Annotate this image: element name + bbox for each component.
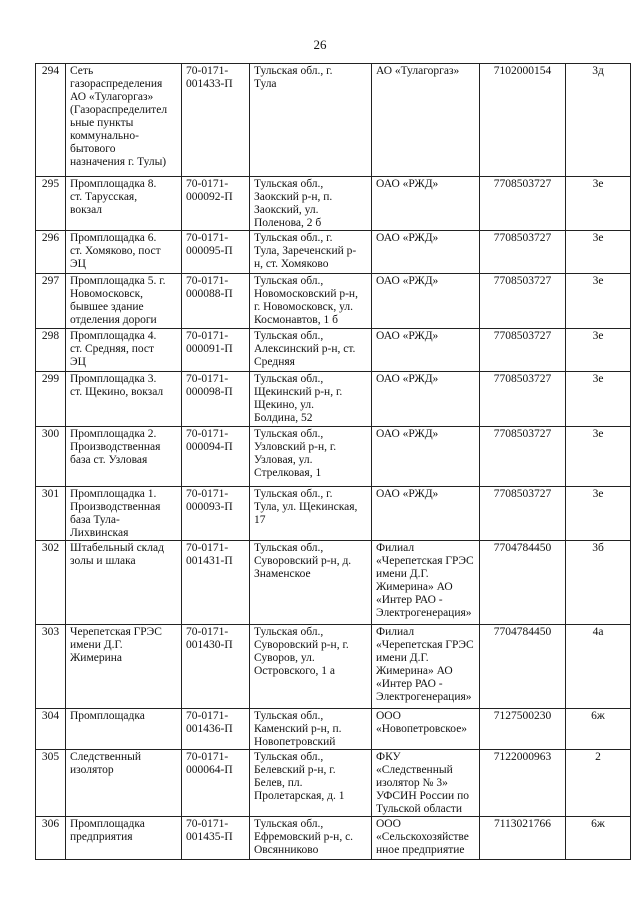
- row-number: 294: [36, 64, 66, 177]
- table-row: [36, 177, 631, 231]
- inn-code: 7704784450: [480, 541, 566, 625]
- inn-code: 7127500230: [480, 709, 566, 750]
- object-name: Сеть газораспределения АО «Тулагоргаз» (Газораспределител ьные пункты коммунально- бытового назначения г. Тулы): [66, 64, 182, 177]
- object-name: Промплощадка 2. Производственная база ст. Узловая: [66, 427, 182, 487]
- category-code: 3е: [566, 177, 631, 231]
- object-name: Промплощадка 8. ст. Тарусская, вокзал: [66, 177, 182, 231]
- row-number: 306: [36, 817, 66, 860]
- row-number: 300: [36, 427, 66, 487]
- table-row: [36, 541, 631, 625]
- inn-code: 7102000154: [480, 64, 566, 177]
- object-address: Тульская обл., Щекинский р-н, г. Щекино, ул. Болдина, 52: [250, 372, 372, 427]
- object-name: Промплощадка предприятия: [66, 817, 182, 860]
- operator-organization: ОАО «РЖД»: [372, 274, 480, 329]
- category-code: 3е: [566, 487, 631, 541]
- registration-code: 70-0171- 000064-П: [182, 750, 250, 817]
- operator-organization: ООО «Новопетровское»: [372, 709, 480, 750]
- operator-organization: ОАО «РЖД»: [372, 487, 480, 541]
- object-address: Тульская обл., Суворовский р-н, г. Суворов, ул. Островского, 1 а: [250, 625, 372, 709]
- page-number: 26: [313, 37, 327, 52]
- category-code: 3е: [566, 427, 631, 487]
- table-row: [36, 274, 631, 329]
- object-name: Следственный изолятор: [66, 750, 182, 817]
- object-name: Черепетская ГРЭС имени Д.Г. Жимерина: [66, 625, 182, 709]
- object-name: Промплощадка 5. г. Новомосковск, бывшее здание отделения дороги: [66, 274, 182, 329]
- object-name: Промплощадка 4. ст. Средняя, пост ЭЦ: [66, 329, 182, 372]
- operator-organization: ФКУ «Следственный изолятор № 3» УФСИН России по Тульской области: [372, 750, 480, 817]
- object-name: Промплощадка 1. Производственная база Тула- Лихвинская: [66, 487, 182, 541]
- object-address: Тульская обл., Новомосковский р-н, г. Новомосковск, ул. Космонавтов, 1 б: [250, 274, 372, 329]
- inn-code: 7708503727: [480, 274, 566, 329]
- object-address: Тульская обл., Заокский р-н, п. Заокский, ул. Поленова, 2 б: [250, 177, 372, 231]
- operator-organization: АО «Тулагоргаз»: [372, 64, 480, 177]
- object-address: Тульская обл., Узловский р-н, г. Узловая, ул. Стрелковая, 1: [250, 427, 372, 487]
- table-row: [36, 709, 631, 750]
- inn-code: 7708503727: [480, 329, 566, 372]
- inn-code: 7113021766: [480, 817, 566, 860]
- category-code: 3е: [566, 231, 631, 274]
- registry-table: [35, 63, 631, 860]
- row-number: 298: [36, 329, 66, 372]
- inn-code: 7708503727: [480, 487, 566, 541]
- operator-organization: ОАО «РЖД»: [372, 177, 480, 231]
- category-code: 2: [566, 750, 631, 817]
- registration-code: 70-0171- 001435-П: [182, 817, 250, 860]
- inn-code: 7704784450: [480, 625, 566, 709]
- registry-table-body: [36, 64, 631, 860]
- registration-code: 70-0171- 000093-П: [182, 487, 250, 541]
- row-number: 301: [36, 487, 66, 541]
- operator-organization: ООО «Сельскохозяйстве нное предприятие: [372, 817, 480, 860]
- row-number: 305: [36, 750, 66, 817]
- category-code: 3е: [566, 329, 631, 372]
- registration-code: 70-0171- 000095-П: [182, 231, 250, 274]
- category-code: 3б: [566, 541, 631, 625]
- object-name: Промплощадка 3. ст. Щекино, вокзал: [66, 372, 182, 427]
- object-address: Тульская обл., Каменский р-н, п. Новопетровский: [250, 709, 372, 750]
- category-code: 3е: [566, 372, 631, 427]
- table-row: [36, 487, 631, 541]
- registration-code: 70-0171- 000088-П: [182, 274, 250, 329]
- object-name: Штабельный склад золы и шлака: [66, 541, 182, 625]
- row-number: 296: [36, 231, 66, 274]
- object-address: Тульская обл., г. Тула, ул. Щекинская, 17: [250, 487, 372, 541]
- registration-code: 70-0171- 000092-П: [182, 177, 250, 231]
- registration-code: 70-0171- 001433-П: [182, 64, 250, 177]
- category-code: 6ж: [566, 817, 631, 860]
- object-address: Тульская обл., г. Тула: [250, 64, 372, 177]
- table-row: [36, 625, 631, 709]
- object-address: Тульская обл., Суворовский р-н, д. Знаменское: [250, 541, 372, 625]
- registration-code: 70-0171- 000091-П: [182, 329, 250, 372]
- category-code: 4а: [566, 625, 631, 709]
- registration-code: 70-0171- 000094-П: [182, 427, 250, 487]
- registration-code: 70-0171- 001430-П: [182, 625, 250, 709]
- operator-organization: ОАО «РЖД»: [372, 427, 480, 487]
- operator-organization: Филиал «Черепетская ГРЭС имени Д.Г. Жимерина» АО «Интер РАО - Электрогенерация»: [372, 541, 480, 625]
- inn-code: 7708503727: [480, 231, 566, 274]
- category-code: 3д: [566, 64, 631, 177]
- object-address: Тульская обл., Ефремовский р-н, с. Овсянниково: [250, 817, 372, 860]
- category-code: 6ж: [566, 709, 631, 750]
- inn-code: 7122000963: [480, 750, 566, 817]
- operator-organization: ОАО «РЖД»: [372, 372, 480, 427]
- inn-code: 7708503727: [480, 372, 566, 427]
- table-row: [36, 750, 631, 817]
- table-row: [36, 817, 631, 860]
- category-code: 3е: [566, 274, 631, 329]
- row-number: 304: [36, 709, 66, 750]
- registration-code: 70-0171- 000098-П: [182, 372, 250, 427]
- table-row: [36, 329, 631, 372]
- row-number: 297: [36, 274, 66, 329]
- table-row: [36, 231, 631, 274]
- object-name: Промплощадка: [66, 709, 182, 750]
- object-address: Тульская обл., г. Тула, Зареченский р- н, ст. Хомяково: [250, 231, 372, 274]
- row-number: 302: [36, 541, 66, 625]
- row-number: 295: [36, 177, 66, 231]
- object-address: Тульская обл., Белевский р-н, г. Белев, пл. Пролетарская, д. 1: [250, 750, 372, 817]
- object-address: Тульская обл., Алексинский р-н, ст. Средняя: [250, 329, 372, 372]
- inn-code: 7708503727: [480, 427, 566, 487]
- object-name: Промплощадка 6. ст. Хомяково, пост ЭЦ: [66, 231, 182, 274]
- table-row: [36, 64, 631, 177]
- row-number: 299: [36, 372, 66, 427]
- registration-code: 70-0171- 001431-П: [182, 541, 250, 625]
- row-number: 303: [36, 625, 66, 709]
- table-row: [36, 427, 631, 487]
- operator-organization: ОАО «РЖД»: [372, 231, 480, 274]
- operator-organization: ОАО «РЖД»: [372, 329, 480, 372]
- inn-code: 7708503727: [480, 177, 566, 231]
- table-row: [36, 372, 631, 427]
- operator-organization: Филиал «Черепетская ГРЭС имени Д.Г. Жимерина» АО «Интер РАО - Электрогенерация»: [372, 625, 480, 709]
- registration-code: 70-0171- 001436-П: [182, 709, 250, 750]
